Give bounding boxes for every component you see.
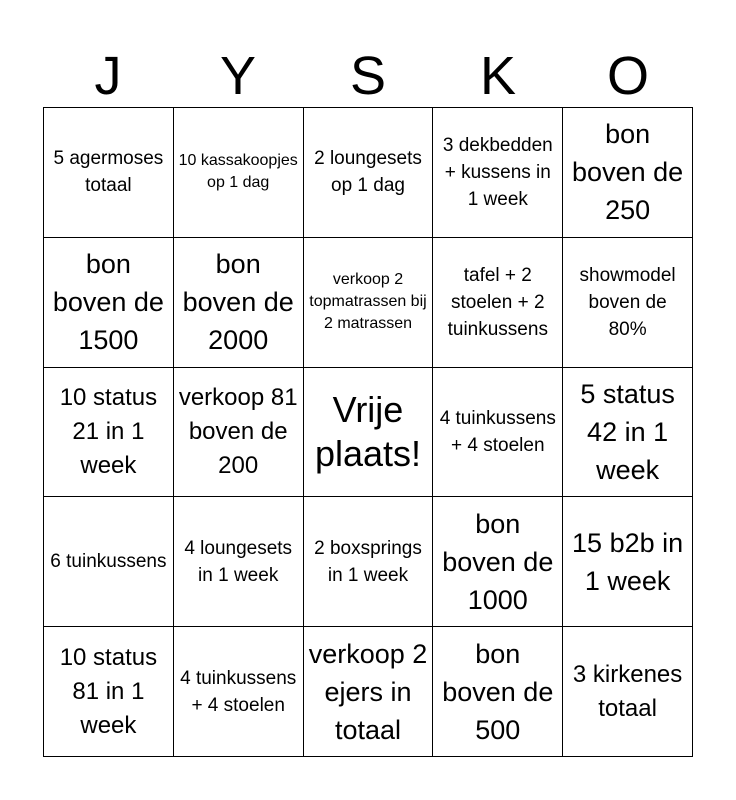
bingo-cell[interactable]: verkoop 2 ejers in totaal — [304, 627, 434, 757]
bingo-cell[interactable]: bon boven de 2000 — [174, 238, 304, 368]
bingo-header — [43, 44, 693, 108]
bingo-cell[interactable]: 2 loungesets op 1 dag — [304, 108, 434, 238]
bingo-cell[interactable]: 4 tuinkussens + 4 stoelen — [174, 627, 304, 757]
bingo-cell[interactable]: 4 loungesets in 1 week — [174, 497, 304, 627]
bingo-cell[interactable]: bon boven de 250 — [563, 108, 693, 238]
bingo-cell[interactable]: 15 b2b in 1 week — [563, 497, 693, 627]
bingo-cell[interactable]: 4 tuinkussens + 4 stoelen — [433, 368, 563, 498]
bingo-cell[interactable]: bon boven de 1000 — [433, 497, 563, 627]
bingo-cell[interactable]: 5 status 42 in 1 week — [563, 368, 693, 498]
bingo-cell[interactable]: 10 status 21 in 1 week — [44, 368, 174, 498]
bingo-cell[interactable]: verkoop 2 topmatrassen bij 2 matrassen — [304, 238, 434, 368]
bingo-cell[interactable]: 3 kirkenes totaal — [563, 627, 693, 757]
bingo-grid — [43, 107, 693, 757]
bingo-cell[interactable]: 5 agermoses totaal — [44, 108, 174, 238]
header-letter: S — [349, 46, 387, 106]
bingo-cell[interactable]: 6 tuinkussens — [44, 497, 174, 627]
bingo-cell[interactable]: verkoop 81 boven de 200 — [174, 368, 304, 498]
header-letter: Y — [219, 46, 257, 106]
bingo-cell[interactable]: showmodel boven de 80% — [563, 238, 693, 368]
bingo-cell[interactable]: bon boven de 500 — [433, 627, 563, 757]
bingo-cell[interactable]: 10 status 81 in 1 week — [44, 627, 174, 757]
bingo-cell[interactable]: 2 boxsprings in 1 week — [304, 497, 434, 627]
bingo-cell[interactable]: 3 dekbedden + kussens in 1 week — [433, 108, 563, 238]
header-letter: K — [479, 46, 517, 106]
header-letter: O — [606, 46, 649, 106]
free-space-cell[interactable]: Vrije plaats! — [304, 368, 434, 498]
header-letter: J — [94, 46, 122, 106]
bingo-cell[interactable]: tafel + 2 stoelen + 2 tuinkussens — [433, 238, 563, 368]
bingo-cell[interactable]: 10 kassakoopjes op 1 dag — [174, 108, 304, 238]
bingo-cell[interactable]: bon boven de 1500 — [44, 238, 174, 368]
